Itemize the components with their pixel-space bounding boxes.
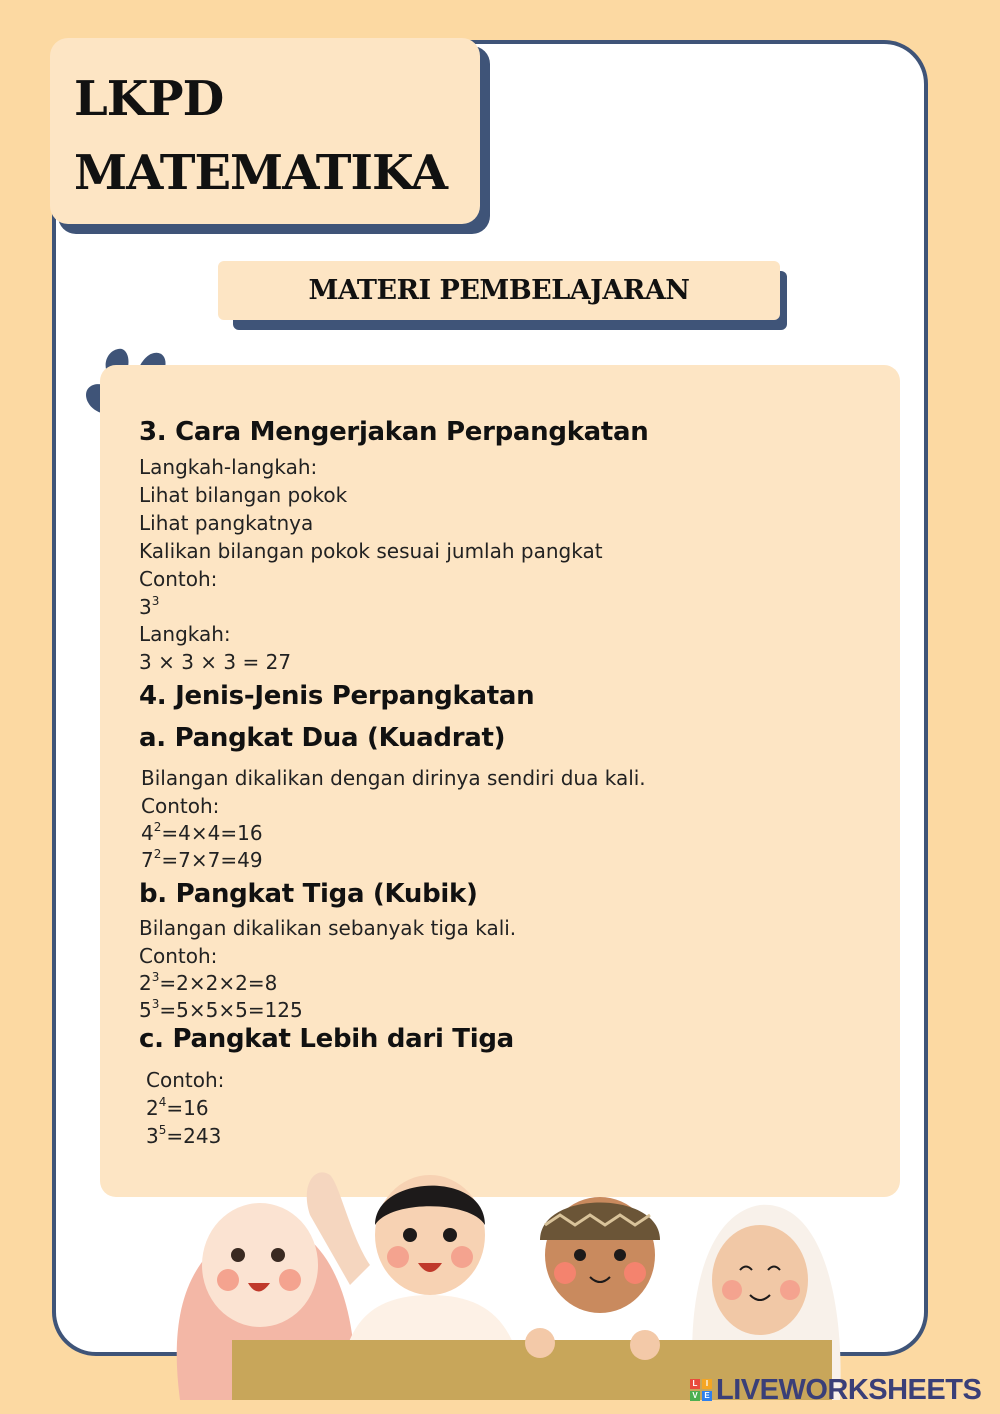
liveworksheets-brand xyxy=(690,1374,981,1406)
section-4a-example-label: Contoh: xyxy=(141,794,220,818)
ex-base: 4 xyxy=(141,821,154,845)
example-power xyxy=(139,595,159,619)
step-1: Lihat bilangan pokok xyxy=(139,483,348,507)
subtitle-text: MATERI PEMBELAJARAN xyxy=(308,275,690,306)
langkah-calculation: 3 × 3 × 3 = 27 xyxy=(139,650,292,674)
step-2: Lihat pangkatnya xyxy=(139,511,314,535)
subtitle-banner xyxy=(218,261,780,320)
section-4a-example-2 xyxy=(141,848,263,872)
section-4b-description: Bilangan dikalikan sebanyak tiga kali. xyxy=(139,916,517,940)
section-3-heading: 3. Cara Mengerjakan Perpangkatan xyxy=(139,417,649,447)
ex-exponent: 4 xyxy=(158,1095,167,1109)
ex-exponent: 3 xyxy=(151,997,160,1011)
title-card xyxy=(50,38,480,224)
page-title-line-2: MATEMATIKA xyxy=(74,145,447,201)
brand-name: LIVEWORKSHEETS xyxy=(716,1373,982,1406)
ex-base: 2 xyxy=(146,1096,159,1120)
section-4c-example-1 xyxy=(146,1096,209,1120)
ex-exponent: 5 xyxy=(158,1123,167,1137)
langkah-label: Langkah: xyxy=(139,622,231,646)
logo-letter-square: V xyxy=(690,1391,700,1401)
example-exponent: 3 xyxy=(151,594,160,608)
ex-result: =16 xyxy=(166,1096,209,1120)
children-illustration xyxy=(140,1155,860,1400)
section-4b-example-1 xyxy=(139,971,277,995)
section-4-heading: 4. Jenis-Jenis Perpangkatan xyxy=(139,681,535,711)
ex-base: 3 xyxy=(146,1124,159,1148)
ex-exponent: 2 xyxy=(153,847,162,861)
section-4b-heading: b. Pangkat Tiga (Kubik) xyxy=(139,879,478,909)
section-4c-example-label: Contoh: xyxy=(146,1068,225,1092)
ex-exponent: 3 xyxy=(151,970,160,984)
section-4a-description: Bilangan dikalikan dengan dirinya sendiri dua kali. xyxy=(141,766,646,790)
ex-result: =2×2×2=8 xyxy=(159,971,278,995)
ex-base: 5 xyxy=(139,998,152,1022)
liveworksheets-logo-icon xyxy=(690,1379,712,1401)
section-4c-heading: c. Pangkat Lebih dari Tiga xyxy=(139,1024,514,1054)
logo-letter-square: I xyxy=(702,1379,712,1389)
ex-result: =7×7=49 xyxy=(161,848,263,872)
ex-result: =4×4=16 xyxy=(161,821,263,845)
step-3: Kalikan bilangan pokok sesuai jumlah pangkat xyxy=(139,539,603,563)
ex-base: 2 xyxy=(139,971,152,995)
ex-base: 7 xyxy=(141,848,154,872)
page-title-line-1: LKPD xyxy=(74,71,224,127)
section-4b-example-2 xyxy=(139,998,303,1022)
ex-exponent: 2 xyxy=(153,820,162,834)
steps-label: Langkah-langkah: xyxy=(139,455,318,479)
section-4b-example-label: Contoh: xyxy=(139,944,218,968)
section-4a-example-1 xyxy=(141,821,263,845)
logo-letter-square: L xyxy=(690,1379,700,1389)
ex-result: =5×5×5=125 xyxy=(159,998,303,1022)
example-base: 3 xyxy=(139,595,152,619)
section-4c-example-2 xyxy=(146,1124,221,1148)
section-4a-heading: a. Pangkat Dua (Kuadrat) xyxy=(139,723,506,753)
ex-result: =243 xyxy=(166,1124,222,1148)
logo-letter-square: E xyxy=(702,1391,712,1401)
example-label: Contoh: xyxy=(139,567,218,591)
